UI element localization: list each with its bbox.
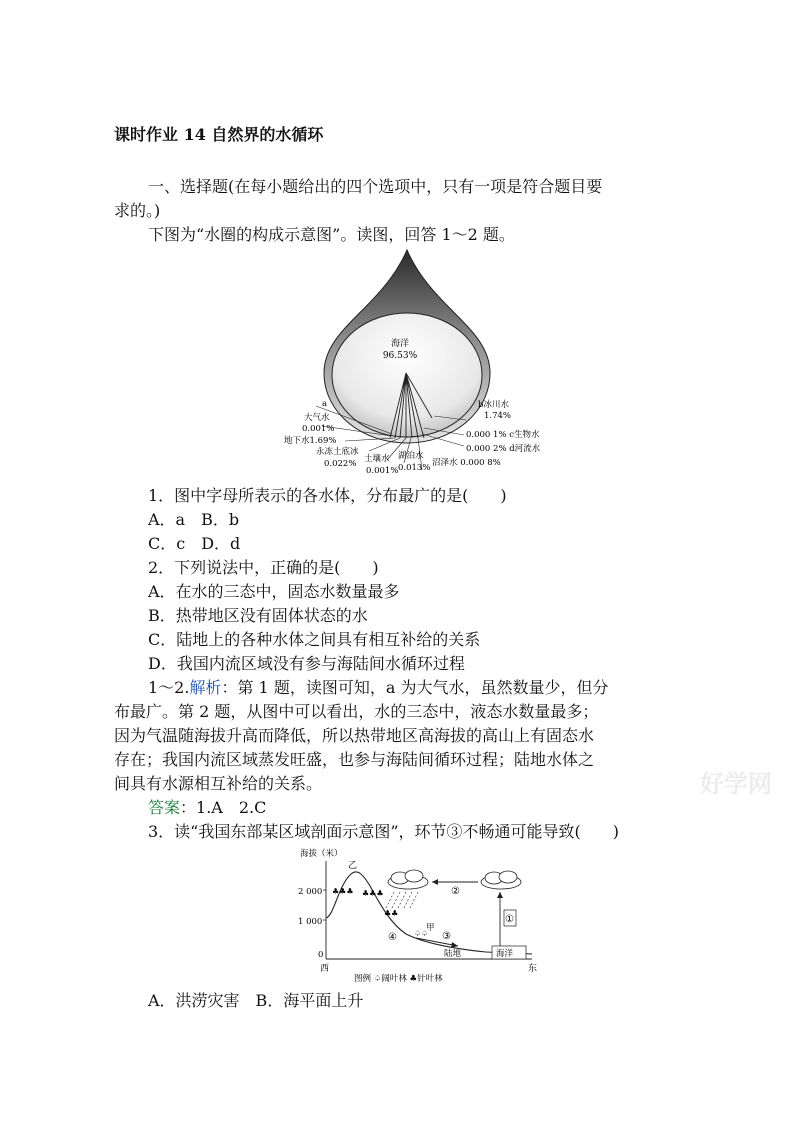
land-label: 陆地: [444, 949, 462, 959]
svg-text:♣♣: ♣♣: [384, 909, 399, 918]
q2-stem: 2．下列说法中，正确的是( ): [148, 558, 379, 577]
cross-section-diagram: [296, 846, 556, 986]
label-3: ③: [442, 931, 451, 942]
label-swamp: 沼泽水 0.000 8%: [432, 458, 501, 468]
label-ground: 地下水1.69%: [284, 436, 337, 446]
analysis-label: 解析: [189, 678, 222, 697]
svg-text:♤♤: ♤♤: [414, 929, 429, 938]
rain-lines: [386, 892, 418, 908]
section-heading-line1: 一、选择题(在每小题给出的四个选项中，只有一项是符合题目要: [148, 177, 603, 196]
label-lake: 湖泊水: [398, 451, 424, 461]
answer-line: [148, 797, 266, 819]
q3-options-ab: A．洪涝灾害 B．海平面上升: [148, 991, 364, 1010]
west-label: 西: [320, 964, 330, 974]
peak-label: 乙: [348, 861, 358, 871]
q3-stem: 3．读“我国东部某区域剖面示意图”，环节③不畅通可能导致( ): [148, 822, 620, 841]
q2-option-d: D．我国内流区域没有参与海陆间水循环过程: [148, 654, 465, 673]
answer-text: ：1.A 2.C: [180, 798, 267, 817]
analysis-line5: 间具有水源相互补给的关系。: [114, 774, 323, 793]
ylabel: 海拔（米）: [300, 849, 343, 859]
tree-icons: ♣♣♣: [332, 887, 354, 896]
analysis-line1: [148, 677, 608, 699]
label-soil: 土壤水: [364, 454, 390, 464]
label-atmos: 大气水: [304, 413, 330, 423]
q2-option-b: B．热带地区没有固体状态的水: [148, 606, 368, 625]
hydrosphere-diagram: [282, 248, 562, 483]
label-1: ①: [505, 914, 514, 925]
answer-label: 答案: [148, 798, 181, 817]
y-tick-2000: 2 000: [298, 887, 323, 897]
label-jia: 甲: [426, 923, 435, 933]
label-soil-pct: 0.001%: [366, 466, 399, 476]
label-lake-pct: 0.013%: [398, 463, 431, 473]
east-label: 东: [528, 964, 538, 974]
label-2: ②: [451, 886, 460, 897]
q2-option-a: A．在水的三态中，固态水数量最多: [148, 582, 400, 601]
q2-option-c: C．陆地上的各种水体之间具有相互补给的关系: [148, 630, 481, 649]
sea-label: 海洋: [496, 949, 514, 959]
ocean-label: 海洋: [390, 339, 410, 349]
label-glacier-pct: 1.74%: [484, 411, 512, 421]
q1-stem: 1．图中字母所表示的各水体，分布最广的是( ): [148, 486, 507, 505]
label-bio: 0.000 1% c生物水: [466, 430, 540, 440]
watermark: 好学网: [700, 769, 772, 798]
label-river: 0.000 2% d河流水: [466, 444, 541, 454]
label-a: a: [322, 399, 328, 409]
y-tick-1000: 1 000: [298, 917, 323, 927]
analysis-line2: 布最广。第 2 题，从图中可以看出，水的三态中，液态水数量最多；: [114, 702, 599, 721]
q1-options-cd: C．c D．d: [148, 534, 241, 553]
analysis-text1: ：第 1 题，读图可知，a 为大气水，虽然数量少，但分: [221, 678, 609, 697]
section-heading-line2: 求的。): [114, 201, 161, 220]
q1-options-ab: A．a B．b: [148, 510, 240, 529]
analysis-line4: 存在；我国内流区域蒸发旺盛，也参与海陆间循环过程；陆地水体之: [114, 750, 595, 769]
ocean-pct: 96.53%: [382, 351, 418, 361]
page-title: 课时作业 14 自然界的水循环: [114, 125, 324, 144]
label-atmos-pct: 0.001%: [302, 424, 335, 434]
analysis-prefix: 1～2.: [148, 678, 190, 697]
label-4: ④: [388, 932, 397, 943]
legend: 图例 ♤阔叶林 ♣针叶林: [354, 974, 443, 984]
figure-intro: 下图为“水圈的构成示意图”。读图，回答 1～2 题。: [148, 225, 515, 244]
y-tick-0: 0: [318, 950, 324, 960]
label-glacier: b冰川水: [478, 400, 509, 410]
label-perma: 永冻土底冰: [316, 447, 359, 457]
label-perma-pct: 0.022%: [324, 459, 357, 469]
analysis-line3: 因为气温随海拔升高而降低，所以热带地区高海拔的高山上有固态水: [114, 726, 595, 745]
svg-text:♣♣♣: ♣♣♣: [362, 889, 384, 898]
